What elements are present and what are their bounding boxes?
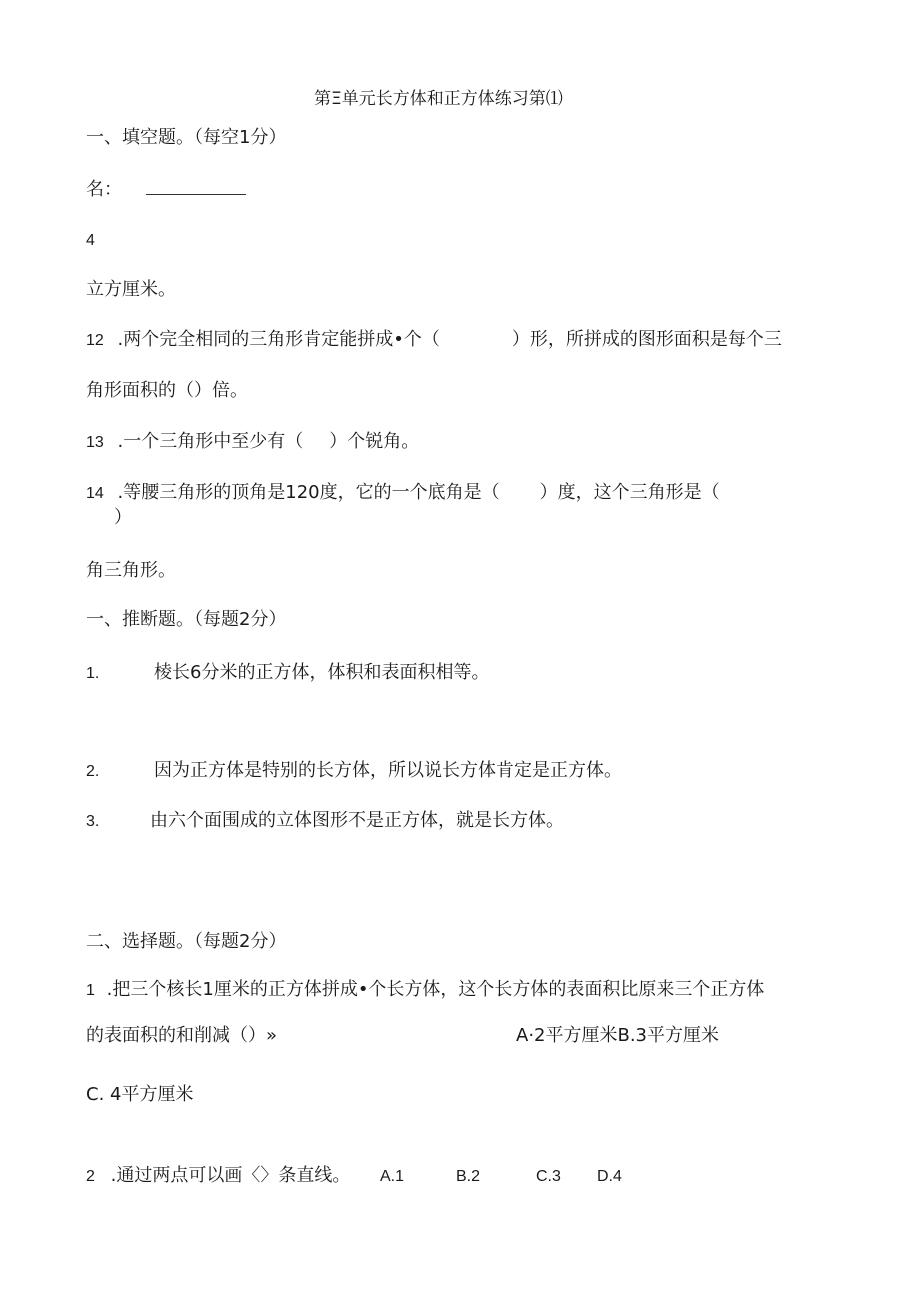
question-text: .把三个核长1厘米的正方体拼成•个长方体，这个长方体的表面积比原来三个正方体 — [106, 979, 765, 1000]
question-number: 2 — [86, 1168, 95, 1185]
choice-option-a[interactable]: A.1 — [380, 1168, 405, 1185]
choice-question-2 — [86, 1164, 350, 1189]
question-text: .一个三角形中至少有（ — [117, 431, 304, 452]
choice-question-1 — [86, 978, 764, 1003]
question-number: 1 — [86, 982, 95, 999]
question-number: 12 — [86, 332, 104, 349]
choice-options-ab: A·2平方厘米B.3平方厘米 — [516, 1025, 720, 1046]
item-text: 棱长6分米的正方体，体积和表面积相等。 — [154, 662, 490, 683]
choice-option-b[interactable]: B.2 — [456, 1168, 481, 1185]
item-text: 因为正方体是特别的长方体，所以说长方体肯定是正方体。 — [154, 760, 622, 781]
name-row — [86, 178, 246, 202]
question-14 — [86, 481, 720, 506]
question-12-continued: 角形面积的（）倍。 — [86, 380, 248, 401]
question-text: ）形，所拼成的图形面积是每个三 — [511, 329, 782, 350]
judge-item — [86, 759, 622, 784]
choice-question-1-continued: 的表面积的和削减（）» — [86, 1025, 278, 1046]
section-judge-heading: 一、推断题。（每题2分） — [86, 609, 287, 630]
page-title: 第Ξ单元长方体和正方体练习第⑴ — [314, 89, 563, 109]
fragment-unit: 立方厘米。 — [86, 279, 176, 300]
question-number: 13 — [86, 434, 104, 451]
item-number: 2. — [86, 763, 100, 780]
question-text: .等腰三角形的顶角是120度，它的一个底角是（ — [117, 482, 500, 503]
question-12 — [86, 328, 782, 353]
choice-option-c: C. 4平方厘米 — [86, 1084, 194, 1105]
question-text: .两个完全相同的三角形肯定能拼成•个（ — [117, 329, 440, 350]
section-fill-blank-heading: 一、填空题。（每空1分） — [86, 127, 287, 148]
item-text: 由六个面围成的立体图形不是正方体，就是长方体。 — [150, 810, 564, 831]
judge-item — [86, 809, 564, 834]
question-14-continued: 角三角形。 — [86, 560, 176, 581]
question-text: .通过两点可以画〈〉条直线。 — [110, 1165, 351, 1186]
name-label: 名： — [86, 179, 122, 200]
choice-option-d[interactable]: D.4 — [597, 1168, 622, 1185]
question-text: ）个锐角。 — [329, 431, 420, 452]
question-text: ）度，这个三角形是（ — [539, 482, 720, 503]
question-13 — [86, 430, 419, 455]
section-choice-heading: 二、选择题。（每题2分） — [86, 931, 287, 952]
judge-item — [86, 661, 490, 686]
choice-option-c[interactable]: C.3 — [536, 1168, 561, 1185]
question-number: 14 — [86, 485, 104, 502]
item-number: 1. — [86, 665, 100, 682]
question-14-bracket: ） — [114, 507, 132, 528]
fragment-4: 4 — [86, 232, 95, 249]
item-number: 3. — [86, 813, 100, 830]
name-blank-line[interactable] — [146, 180, 246, 195]
